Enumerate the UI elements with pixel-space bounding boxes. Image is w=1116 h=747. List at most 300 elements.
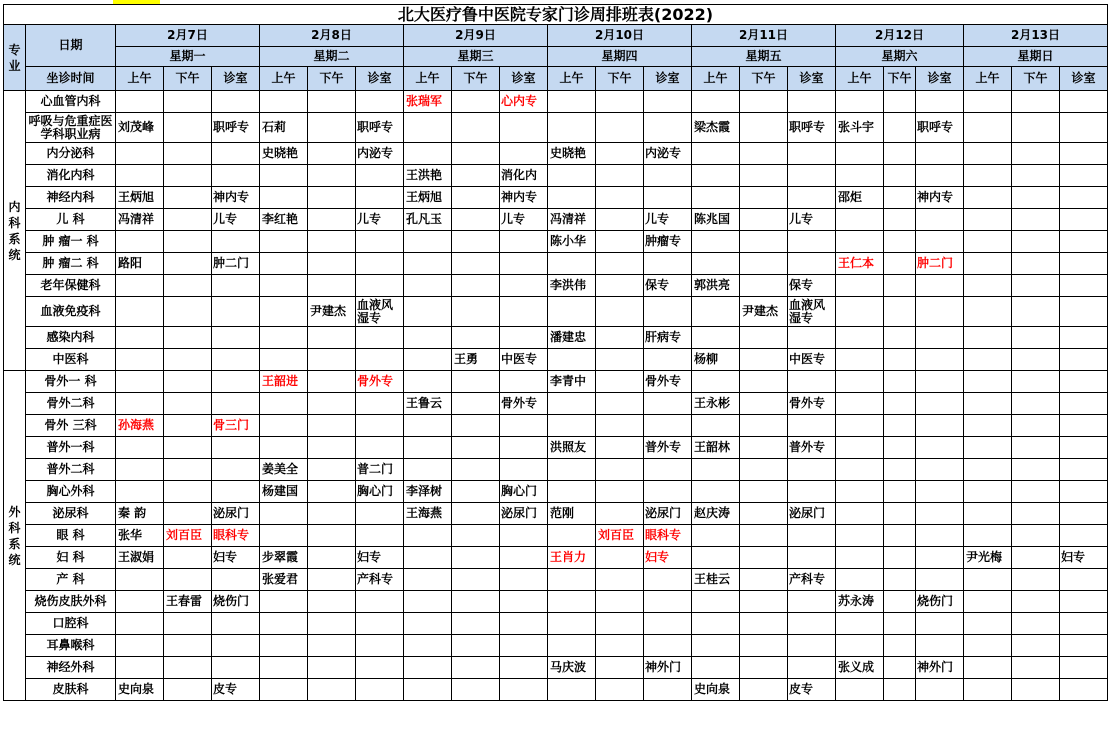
table-row xyxy=(4,349,1108,371)
am-doctor-cell xyxy=(548,415,596,437)
am-doctor-cell xyxy=(404,371,452,393)
pm-doctor-cell xyxy=(596,635,644,657)
clinic-room-cell: 普二门 xyxy=(356,459,404,481)
clinic-room-cell xyxy=(644,187,692,209)
am-doctor-cell xyxy=(548,113,596,143)
am-doctor-cell: 杨建国 xyxy=(260,481,308,503)
pm-doctor-cell xyxy=(452,569,500,591)
table-row xyxy=(4,481,1108,503)
am-doctor-cell xyxy=(116,143,164,165)
clinic-room-cell xyxy=(916,209,964,231)
am-doctor-cell: 郭洪亮 xyxy=(692,275,740,297)
clinic-room-cell xyxy=(1060,657,1108,679)
am-doctor-cell: 邵炬 xyxy=(836,187,884,209)
am-doctor-cell xyxy=(836,481,884,503)
table-row xyxy=(4,503,1108,525)
pm-doctor-cell xyxy=(884,635,916,657)
clinic-room-cell: 肿二门 xyxy=(212,253,260,275)
am-header: 上午 xyxy=(692,67,740,91)
am-doctor-cell: 陈小华 xyxy=(548,231,596,253)
pm-doctor-cell xyxy=(164,481,212,503)
am-doctor-cell: 张斗宇 xyxy=(836,113,884,143)
clinic-room-cell: 职呼专 xyxy=(916,113,964,143)
am-doctor-cell xyxy=(964,165,1012,187)
pm-doctor-cell xyxy=(308,679,356,701)
clinic-room-cell xyxy=(212,393,260,415)
specialty-header: 专业 xyxy=(4,25,26,91)
am-doctor-cell xyxy=(964,275,1012,297)
pm-doctor-cell xyxy=(596,459,644,481)
pm-doctor-cell xyxy=(308,613,356,635)
clinic-room-cell xyxy=(1060,113,1108,143)
pm-doctor-cell xyxy=(452,165,500,187)
am-doctor-cell xyxy=(116,165,164,187)
am-doctor-cell xyxy=(692,231,740,253)
am-doctor-cell xyxy=(260,297,308,327)
table-row xyxy=(4,143,1108,165)
am-doctor-cell xyxy=(692,591,740,613)
clinic-room-cell xyxy=(644,635,692,657)
am-doctor-cell xyxy=(260,187,308,209)
clinic-room-cell xyxy=(1060,275,1108,297)
am-doctor-cell: 潘建忠 xyxy=(548,327,596,349)
clinic-room-cell xyxy=(788,253,836,275)
clinic-room-cell xyxy=(788,327,836,349)
clinic-room-cell xyxy=(916,547,964,569)
department-name: 儿 科 xyxy=(26,209,116,231)
am-doctor-cell: 冯清祥 xyxy=(116,209,164,231)
date-cell: 2月9日 xyxy=(404,25,548,47)
pm-doctor-cell xyxy=(308,187,356,209)
am-doctor-cell xyxy=(964,481,1012,503)
am-doctor-cell xyxy=(836,297,884,327)
clinic-room-cell xyxy=(1060,613,1108,635)
pm-doctor-cell xyxy=(740,371,788,393)
am-doctor-cell xyxy=(116,657,164,679)
table-row xyxy=(4,547,1108,569)
clinic-room-cell xyxy=(1060,143,1108,165)
pm-doctor-cell xyxy=(164,437,212,459)
clinic-room-cell xyxy=(916,525,964,547)
pm-doctor-cell xyxy=(740,349,788,371)
am-doctor-cell xyxy=(836,459,884,481)
pm-doctor-cell xyxy=(884,547,916,569)
weekday-cell: 星期二 xyxy=(260,47,404,67)
pm-doctor-cell xyxy=(452,679,500,701)
clinic-room-cell xyxy=(644,481,692,503)
clinic-room-cell xyxy=(356,187,404,209)
clinic-room-cell: 皮专 xyxy=(212,679,260,701)
department-name: 内分泌科 xyxy=(26,143,116,165)
am-doctor-cell: 张义成 xyxy=(836,657,884,679)
clinic-room-cell: 中医专 xyxy=(500,349,548,371)
am-doctor-cell xyxy=(964,437,1012,459)
pm-doctor-cell xyxy=(884,275,916,297)
pm-doctor-cell xyxy=(740,459,788,481)
pm-doctor-cell xyxy=(884,349,916,371)
department-name: 产 科 xyxy=(26,569,116,591)
clinic-room-cell xyxy=(212,371,260,393)
am-doctor-cell xyxy=(836,547,884,569)
pm-doctor-cell xyxy=(740,91,788,113)
clinic-room-cell xyxy=(356,503,404,525)
am-doctor-cell: 范刚 xyxy=(548,503,596,525)
clinic-room-cell xyxy=(916,569,964,591)
pm-doctor-cell xyxy=(596,231,644,253)
clinic-room-cell xyxy=(1060,415,1108,437)
am-doctor-cell: 杨柳 xyxy=(692,349,740,371)
clinic-room-cell xyxy=(212,91,260,113)
clinic-room-cell xyxy=(644,679,692,701)
department-name: 心血管内科 xyxy=(26,91,116,113)
am-doctor-cell xyxy=(548,187,596,209)
clinic-room-cell: 儿专 xyxy=(788,209,836,231)
pm-doctor-cell xyxy=(1012,297,1060,327)
department-name: 眼 科 xyxy=(26,525,116,547)
pm-doctor-cell xyxy=(164,547,212,569)
am-doctor-cell xyxy=(404,415,452,437)
pm-doctor-cell xyxy=(884,231,916,253)
am-doctor-cell xyxy=(964,503,1012,525)
clinic-room-cell: 血液风湿专 xyxy=(788,297,836,327)
pm-doctor-cell xyxy=(1012,503,1060,525)
clinic-room-cell xyxy=(500,253,548,275)
room-header: 诊室 xyxy=(500,67,548,91)
pm-doctor-cell xyxy=(740,525,788,547)
session-header: 坐诊时间 xyxy=(26,67,116,91)
pm-doctor-cell xyxy=(1012,327,1060,349)
weekday-cell: 星期日 xyxy=(964,47,1108,67)
weekday-cell: 星期四 xyxy=(548,47,692,67)
am-doctor-cell xyxy=(964,415,1012,437)
pm-doctor-cell xyxy=(1012,525,1060,547)
clinic-room-cell: 眼科专 xyxy=(212,525,260,547)
room-header: 诊室 xyxy=(916,67,964,91)
pm-doctor-cell xyxy=(308,275,356,297)
clinic-room-cell xyxy=(1060,569,1108,591)
clinic-room-cell xyxy=(644,569,692,591)
table-row xyxy=(4,679,1108,701)
clinic-room-cell: 保专 xyxy=(644,275,692,297)
pm-doctor-cell xyxy=(740,613,788,635)
clinic-room-cell xyxy=(500,437,548,459)
clinic-room-cell: 消化内 xyxy=(500,165,548,187)
clinic-room-cell: 血液风湿专 xyxy=(356,297,404,327)
pm-doctor-cell xyxy=(596,349,644,371)
pm-doctor-cell xyxy=(1012,459,1060,481)
department-name: 口腔科 xyxy=(26,613,116,635)
clinic-room-cell: 神外门 xyxy=(644,657,692,679)
clinic-room-cell xyxy=(212,635,260,657)
am-doctor-cell xyxy=(260,253,308,275)
room-header: 诊室 xyxy=(788,67,836,91)
clinic-room-cell xyxy=(212,613,260,635)
pm-doctor-cell xyxy=(884,327,916,349)
pm-doctor-cell xyxy=(596,569,644,591)
clinic-room-cell xyxy=(1060,349,1108,371)
am-doctor-cell xyxy=(548,679,596,701)
clinic-room-cell xyxy=(1060,635,1108,657)
am-doctor-cell xyxy=(404,569,452,591)
am-doctor-cell: 张爱君 xyxy=(260,569,308,591)
am-doctor-cell xyxy=(964,91,1012,113)
pm-doctor-cell xyxy=(164,679,212,701)
clinic-room-cell xyxy=(212,327,260,349)
am-doctor-cell xyxy=(548,393,596,415)
am-doctor-cell xyxy=(548,591,596,613)
department-name: 普外二科 xyxy=(26,459,116,481)
am-doctor-cell: 刘茂峰 xyxy=(116,113,164,143)
pm-doctor-cell xyxy=(884,503,916,525)
pm-doctor-cell xyxy=(740,437,788,459)
am-doctor-cell xyxy=(260,165,308,187)
department-name: 中医科 xyxy=(26,349,116,371)
pm-doctor-cell xyxy=(596,591,644,613)
clinic-room-cell: 骨三门 xyxy=(212,415,260,437)
clinic-room-cell: 职呼专 xyxy=(788,113,836,143)
am-doctor-cell xyxy=(548,613,596,635)
pm-doctor-cell xyxy=(164,613,212,635)
clinic-room-cell: 肿瘤专 xyxy=(644,231,692,253)
department-name: 烧伤皮肤外科 xyxy=(26,591,116,613)
am-doctor-cell xyxy=(116,437,164,459)
pm-doctor-cell xyxy=(308,569,356,591)
pm-doctor-cell xyxy=(164,371,212,393)
am-doctor-cell xyxy=(964,591,1012,613)
pm-doctor-cell xyxy=(452,547,500,569)
pm-doctor-cell xyxy=(308,209,356,231)
clinic-room-cell xyxy=(644,613,692,635)
clinic-room-cell xyxy=(356,613,404,635)
clinic-room-cell xyxy=(500,613,548,635)
pm-doctor-cell xyxy=(308,253,356,275)
clinic-room-cell xyxy=(1060,165,1108,187)
am-doctor-cell xyxy=(548,635,596,657)
pm-doctor-cell xyxy=(452,591,500,613)
clinic-room-cell xyxy=(500,569,548,591)
department-name: 肿 瘤二 科 xyxy=(26,253,116,275)
clinic-room-cell: 泌尿门 xyxy=(788,503,836,525)
clinic-room-cell xyxy=(916,371,964,393)
clinic-room-cell xyxy=(1060,459,1108,481)
pm-doctor-cell xyxy=(308,591,356,613)
pm-doctor-cell xyxy=(452,231,500,253)
clinic-room-cell xyxy=(1060,187,1108,209)
am-doctor-cell xyxy=(964,569,1012,591)
clinic-room-cell xyxy=(788,635,836,657)
clinic-room-cell xyxy=(212,231,260,253)
clinic-room-cell xyxy=(644,591,692,613)
clinic-room-cell xyxy=(916,459,964,481)
am-doctor-cell xyxy=(260,657,308,679)
am-doctor-cell xyxy=(692,657,740,679)
pm-doctor-cell xyxy=(164,635,212,657)
am-doctor-cell xyxy=(964,209,1012,231)
clinic-room-cell xyxy=(500,143,548,165)
am-doctor-cell xyxy=(548,91,596,113)
clinic-room-cell xyxy=(644,459,692,481)
pm-doctor-cell xyxy=(308,503,356,525)
am-doctor-cell: 王韶林 xyxy=(692,437,740,459)
pm-doctor-cell xyxy=(884,459,916,481)
clinic-room-cell: 妇专 xyxy=(644,547,692,569)
clinic-room-cell xyxy=(788,459,836,481)
am-doctor-cell xyxy=(692,327,740,349)
pm-doctor-cell xyxy=(452,613,500,635)
clinic-room-cell xyxy=(500,591,548,613)
am-doctor-cell xyxy=(964,635,1012,657)
am-doctor-cell xyxy=(404,231,452,253)
clinic-room-cell: 产科专 xyxy=(356,569,404,591)
am-doctor-cell xyxy=(260,231,308,253)
clinic-room-cell: 儿专 xyxy=(212,209,260,231)
pm-doctor-cell xyxy=(596,503,644,525)
am-doctor-cell xyxy=(548,253,596,275)
pm-doctor-cell: 刘百臣 xyxy=(596,525,644,547)
am-doctor-cell xyxy=(964,371,1012,393)
am-doctor-cell: 王仁本 xyxy=(836,253,884,275)
clinic-room-cell xyxy=(788,547,836,569)
pm-doctor-cell xyxy=(1012,371,1060,393)
clinic-room-cell xyxy=(1060,209,1108,231)
clinic-room-cell xyxy=(356,657,404,679)
am-doctor-cell xyxy=(692,635,740,657)
am-header: 上午 xyxy=(116,67,164,91)
pm-doctor-cell xyxy=(164,297,212,327)
pm-doctor-cell xyxy=(452,113,500,143)
clinic-room-cell xyxy=(916,327,964,349)
am-doctor-cell: 李青中 xyxy=(548,371,596,393)
clinic-room-cell: 神内专 xyxy=(916,187,964,209)
pm-doctor-cell xyxy=(164,657,212,679)
clinic-room-cell xyxy=(500,547,548,569)
pm-doctor-cell xyxy=(740,113,788,143)
table-row xyxy=(4,393,1108,415)
table-row xyxy=(4,371,1108,393)
pm-doctor-cell xyxy=(452,657,500,679)
clinic-room-cell: 中医专 xyxy=(788,349,836,371)
clinic-room-cell: 妇专 xyxy=(212,547,260,569)
am-doctor-cell xyxy=(692,187,740,209)
clinic-room-cell xyxy=(500,525,548,547)
pm-doctor-cell xyxy=(884,297,916,327)
am-doctor-cell xyxy=(692,297,740,327)
pm-doctor-cell xyxy=(596,415,644,437)
weekday-cell: 星期六 xyxy=(836,47,964,67)
pm-doctor-cell xyxy=(308,349,356,371)
am-doctor-cell xyxy=(116,275,164,297)
date-cell: 2月10日 xyxy=(548,25,692,47)
pm-doctor-cell: 王勇 xyxy=(452,349,500,371)
clinic-room-cell: 职呼专 xyxy=(212,113,260,143)
clinic-room-cell: 普外专 xyxy=(788,437,836,459)
pm-doctor-cell xyxy=(452,297,500,327)
pm-doctor-cell xyxy=(452,459,500,481)
pm-doctor-cell xyxy=(884,591,916,613)
pm-doctor-cell xyxy=(308,165,356,187)
clinic-room-cell xyxy=(356,327,404,349)
table-row xyxy=(4,459,1108,481)
clinic-room-cell: 肿二门 xyxy=(916,253,964,275)
table-row xyxy=(4,327,1108,349)
pm-doctor-cell xyxy=(164,275,212,297)
am-doctor-cell xyxy=(260,275,308,297)
clinic-room-cell xyxy=(500,297,548,327)
am-doctor-cell xyxy=(964,679,1012,701)
pm-doctor-cell xyxy=(596,143,644,165)
am-doctor-cell: 史晓艳 xyxy=(548,143,596,165)
am-doctor-cell: 孙海燕 xyxy=(116,415,164,437)
clinic-room-cell xyxy=(500,657,548,679)
pm-doctor-cell xyxy=(596,613,644,635)
clinic-room-cell xyxy=(500,635,548,657)
clinic-room-cell xyxy=(916,275,964,297)
clinic-room-cell xyxy=(916,393,964,415)
pm-doctor-cell xyxy=(452,481,500,503)
pm-doctor-cell: 尹建杰 xyxy=(740,297,788,327)
am-header: 上午 xyxy=(404,67,452,91)
am-doctor-cell xyxy=(836,165,884,187)
pm-doctor-cell xyxy=(740,481,788,503)
am-doctor-cell: 史向泉 xyxy=(116,679,164,701)
clinic-room-cell xyxy=(212,657,260,679)
pm-doctor-cell xyxy=(1012,187,1060,209)
date-cell: 2月13日 xyxy=(964,25,1108,47)
pm-header: 下午 xyxy=(1012,67,1060,91)
table-row xyxy=(4,297,1108,327)
pm-doctor-cell xyxy=(164,253,212,275)
pm-doctor-cell xyxy=(308,635,356,657)
pm-doctor-cell xyxy=(884,415,916,437)
pm-doctor-cell xyxy=(740,165,788,187)
department-name: 妇 科 xyxy=(26,547,116,569)
pm-doctor-cell xyxy=(164,143,212,165)
pm-doctor-cell xyxy=(740,635,788,657)
pm-doctor-cell xyxy=(740,327,788,349)
clinic-room-cell: 烧伤门 xyxy=(916,591,964,613)
am-doctor-cell xyxy=(404,275,452,297)
clinic-room-cell xyxy=(916,297,964,327)
am-doctor-cell xyxy=(836,393,884,415)
pm-doctor-cell xyxy=(1012,635,1060,657)
am-doctor-cell xyxy=(116,297,164,327)
pm-doctor-cell xyxy=(884,613,916,635)
clinic-room-cell: 心内专 xyxy=(500,91,548,113)
clinic-room-cell xyxy=(788,187,836,209)
clinic-room-cell xyxy=(644,165,692,187)
pm-doctor-cell xyxy=(740,547,788,569)
pm-doctor-cell: 刘百臣 xyxy=(164,525,212,547)
weekday-cell: 星期三 xyxy=(404,47,548,67)
pm-doctor-cell xyxy=(452,275,500,297)
clinic-room-cell xyxy=(1060,371,1108,393)
am-doctor-cell: 李泽树 xyxy=(404,481,452,503)
clinic-room-cell: 骨外专 xyxy=(788,393,836,415)
am-doctor-cell xyxy=(964,613,1012,635)
am-doctor-cell xyxy=(548,481,596,503)
am-doctor-cell xyxy=(260,349,308,371)
am-doctor-cell xyxy=(404,635,452,657)
am-doctor-cell xyxy=(964,297,1012,327)
am-doctor-cell xyxy=(404,459,452,481)
clinic-room-cell xyxy=(1060,253,1108,275)
pm-doctor-cell xyxy=(164,91,212,113)
department-name: 神经外科 xyxy=(26,657,116,679)
am-doctor-cell xyxy=(404,297,452,327)
am-header: 上午 xyxy=(836,67,884,91)
table-row xyxy=(4,231,1108,253)
am-doctor-cell xyxy=(116,349,164,371)
